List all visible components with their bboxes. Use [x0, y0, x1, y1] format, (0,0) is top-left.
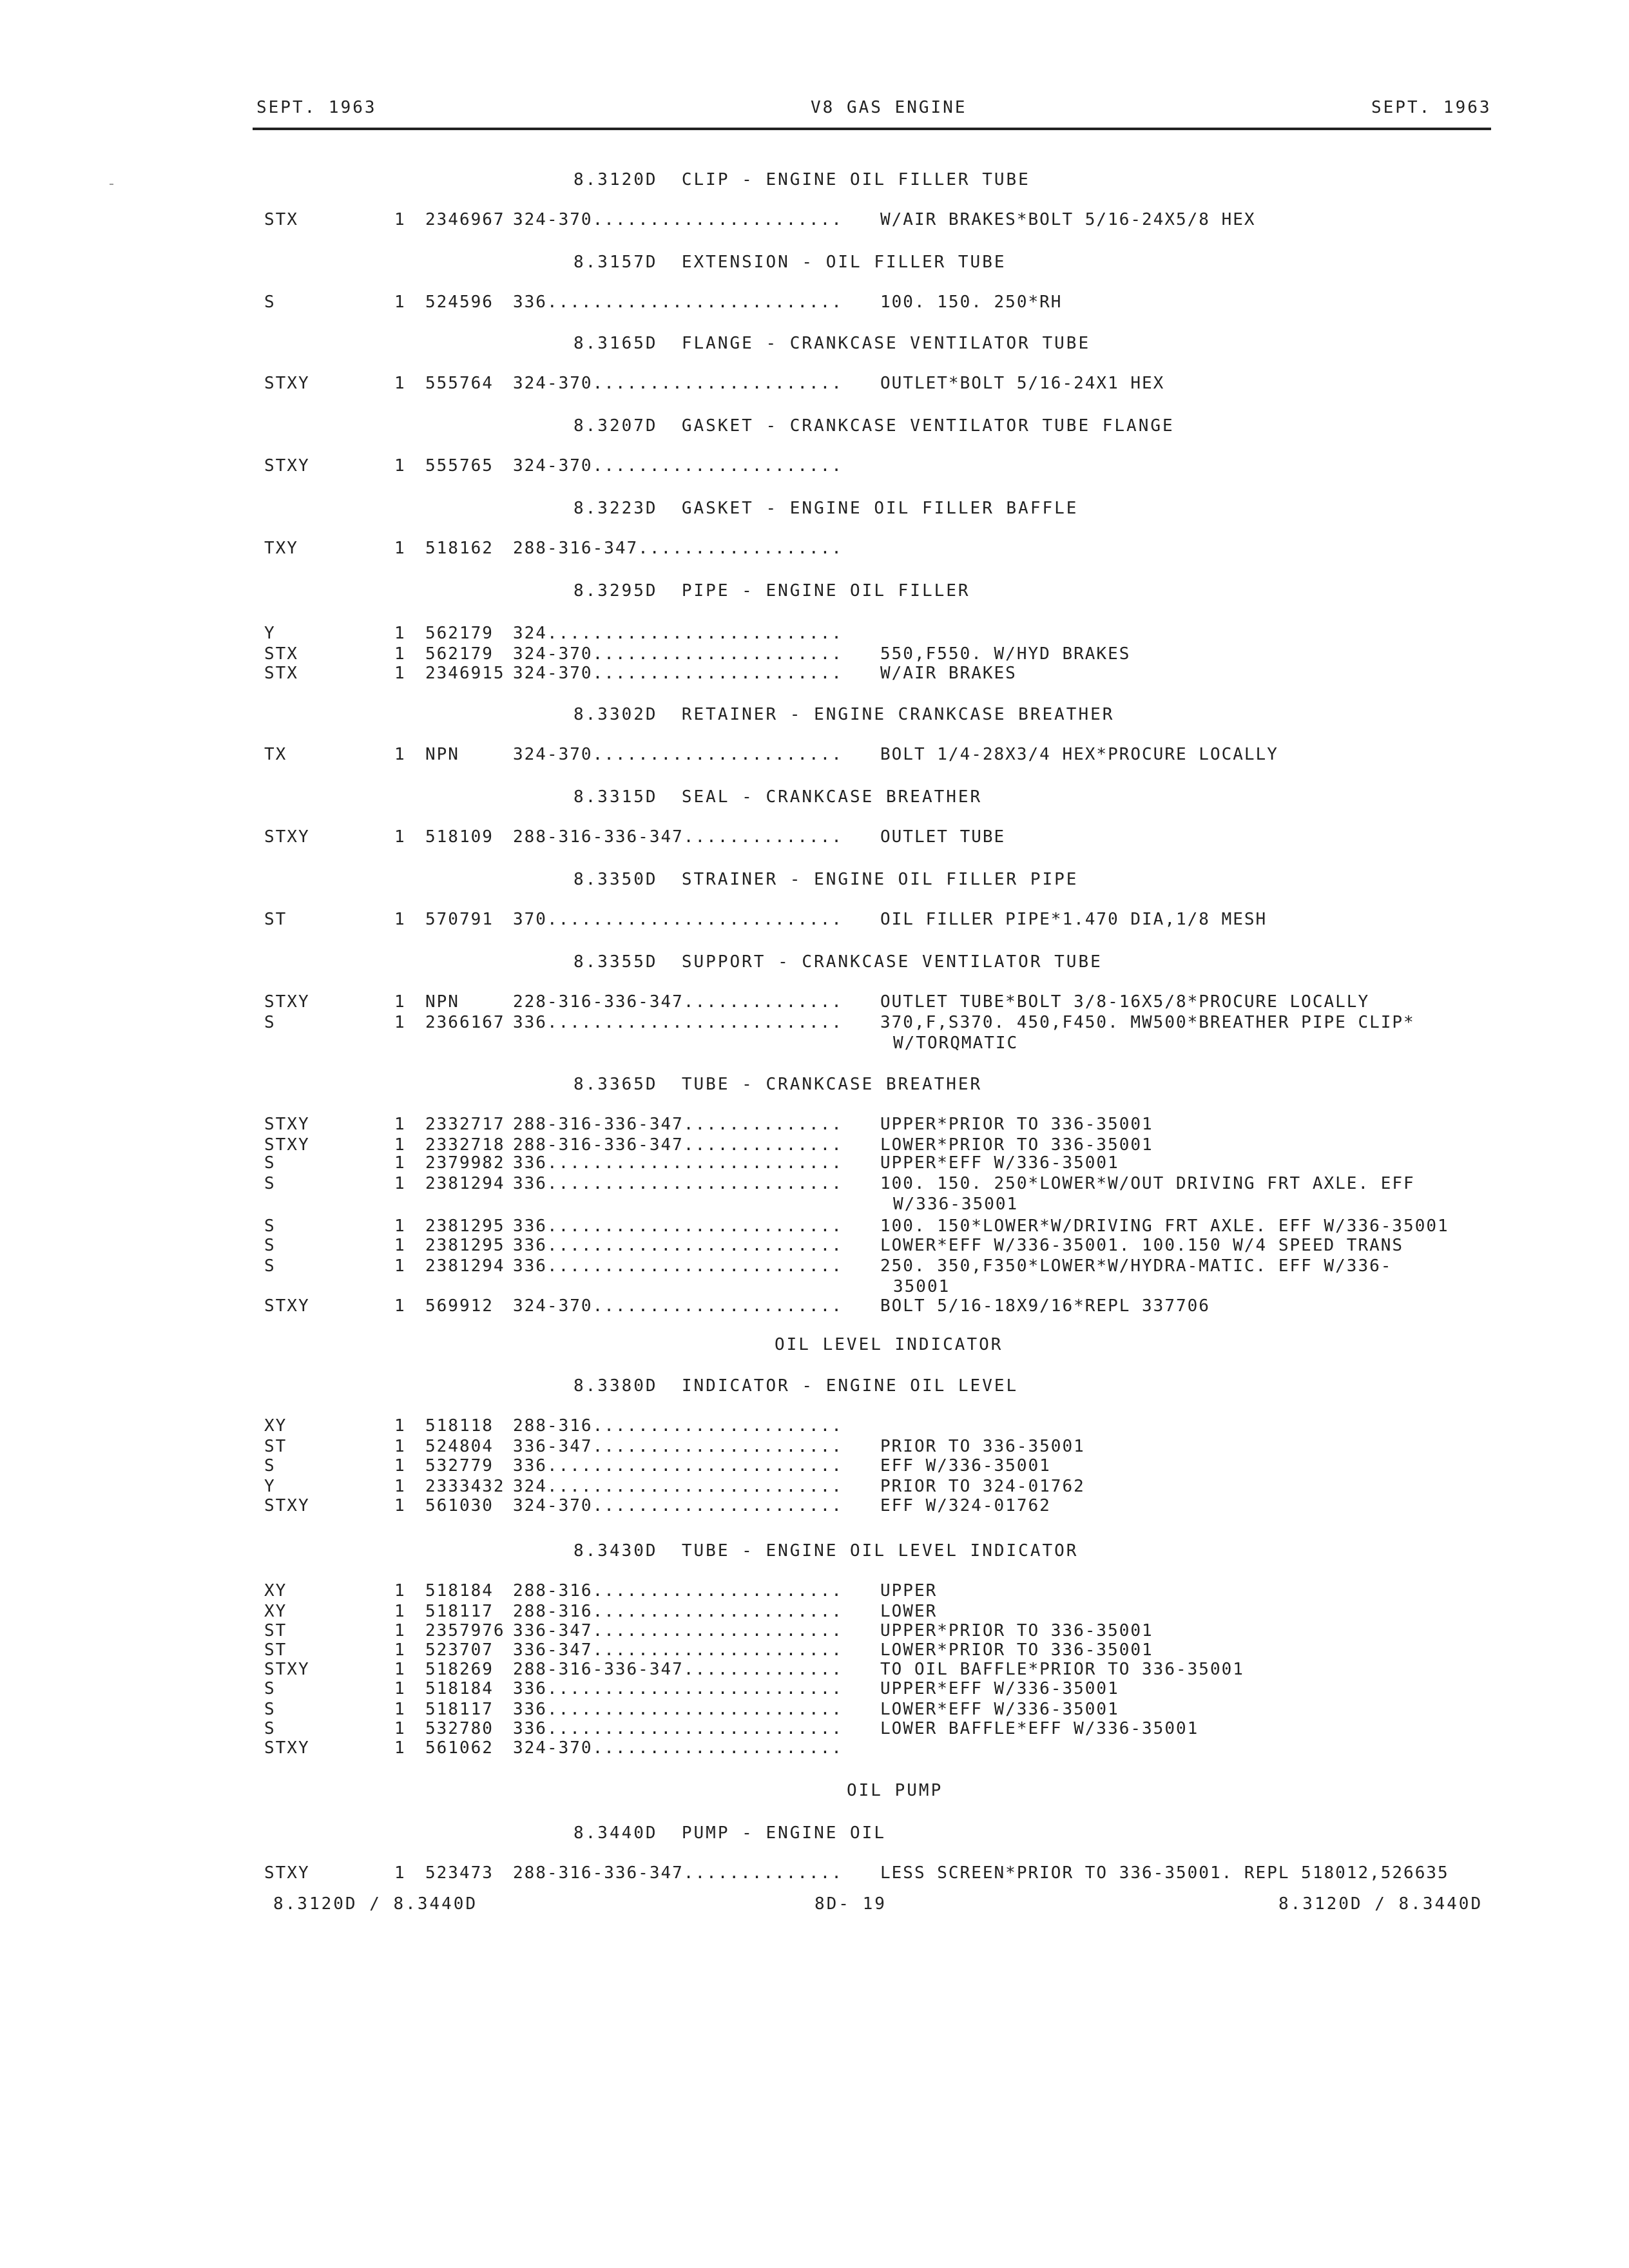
model-code: Y — [264, 1477, 276, 1496]
parts-row — [0, 644, 1629, 664]
application-models: 288-316...................... — [513, 1602, 843, 1621]
application-models: 336.......................... — [513, 1216, 843, 1236]
application-models: 336.......................... — [513, 1153, 843, 1173]
parts-row — [0, 745, 1629, 764]
section-title: 8.3365D TUBE - CRANKCASE BREATHER — [574, 1075, 983, 1094]
section-title: 8.3355D SUPPORT - CRANKCASE VENTILATOR TUBE — [574, 952, 1103, 972]
part-number: 532780 — [425, 1719, 494, 1738]
model-code: S — [264, 293, 276, 312]
part-number: 523473 — [425, 1863, 494, 1883]
quantity: 1 — [394, 827, 406, 847]
remarks-continuation: W/336-35001 — [893, 1195, 1019, 1214]
quantity: 1 — [394, 1863, 406, 1883]
parts-row — [0, 1135, 1629, 1155]
part-number: 518109 — [425, 827, 494, 847]
application-models: 288-316-336-347.............. — [513, 1660, 843, 1679]
remarks: UPPER*EFF W/336-35001 — [880, 1679, 1119, 1698]
application-models: 324-370...................... — [513, 1738, 843, 1758]
quantity: 1 — [394, 1621, 406, 1640]
remarks: PRIOR TO 324-01762 — [880, 1477, 1085, 1496]
quantity: 1 — [394, 1640, 406, 1660]
quantity: 1 — [394, 293, 406, 312]
remarks: OUTLET TUBE*BOLT 3/8-16X5/8*PROCURE LOCALLY — [880, 992, 1370, 1012]
part-number: 562179 — [425, 644, 494, 664]
model-code: STXY — [264, 992, 310, 1012]
model-code: STXY — [264, 1660, 310, 1679]
part-number: 524596 — [425, 293, 494, 312]
application-models: 336.......................... — [513, 1013, 843, 1032]
quantity: 1 — [394, 1660, 406, 1679]
application-models: 288-316...................... — [513, 1581, 843, 1600]
remarks: EFF W/336-35001 — [880, 1456, 1051, 1475]
application-models: 324-370...................... — [513, 456, 843, 476]
parts-row — [0, 1640, 1629, 1660]
quantity: 1 — [394, 1738, 406, 1758]
quantity: 1 — [394, 1496, 406, 1515]
model-code: XY — [264, 1602, 287, 1621]
model-code: S — [264, 1013, 276, 1032]
section-title: 8.3165D FLANGE - CRANKCASE VENTILATOR TUBE — [574, 334, 1091, 353]
remarks: LESS SCREEN*PRIOR TO 336-35001. REPL 518012,526635 — [880, 1863, 1449, 1883]
parts-row — [0, 374, 1629, 393]
model-code: STX — [264, 664, 298, 683]
model-code: Y — [264, 624, 276, 643]
part-number: 523707 — [425, 1640, 494, 1660]
remarks-continuation: 35001 — [893, 1277, 950, 1296]
model-code: ST — [264, 1437, 287, 1456]
header-date-left: SEPT. 1963 — [256, 98, 377, 117]
parts-row — [0, 1719, 1629, 1738]
application-models: 336.......................... — [513, 1174, 843, 1193]
remarks: UPPER*PRIOR TO 336-35001 — [880, 1621, 1153, 1640]
application-models: 336.......................... — [513, 1456, 843, 1475]
remarks: 100. 150*LOWER*W/DRIVING FRT AXLE. EFF W/336-35001 — [880, 1216, 1449, 1236]
part-number: 518118 — [425, 1416, 494, 1436]
model-code: STXY — [264, 827, 310, 847]
remarks: LOWER*PRIOR TO 336-35001 — [880, 1135, 1153, 1155]
model-code: S — [264, 1456, 276, 1475]
model-code: STXY — [264, 456, 310, 476]
model-code: STXY — [264, 374, 310, 393]
quantity: 1 — [394, 745, 406, 764]
application-models: 336.......................... — [513, 1719, 843, 1738]
group-heading: OIL LEVEL INDICATOR — [775, 1335, 1003, 1354]
application-models: 324-370...................... — [513, 745, 843, 764]
quantity: 1 — [394, 1296, 406, 1316]
part-number: NPN — [425, 992, 459, 1012]
part-number: NPN — [425, 745, 459, 764]
application-models: 288-316-336-347.............. — [513, 827, 843, 847]
quantity: 1 — [394, 1679, 406, 1698]
application-models: 324-370...................... — [513, 1496, 843, 1515]
part-number: 555764 — [425, 374, 494, 393]
parts-row — [0, 1216, 1629, 1236]
parts-row — [0, 1296, 1629, 1316]
application-models: 324-370...................... — [513, 644, 843, 664]
part-number: 2357976 — [425, 1621, 505, 1640]
part-number: 561030 — [425, 1496, 494, 1515]
part-number: 518162 — [425, 539, 494, 558]
application-models: 336.......................... — [513, 1256, 843, 1276]
model-code: ST — [264, 1640, 287, 1660]
application-models: 336.......................... — [513, 1679, 843, 1698]
quantity: 1 — [394, 1115, 406, 1134]
part-number: 569912 — [425, 1296, 494, 1316]
remarks: LOWER*EFF W/336-35001 — [880, 1700, 1119, 1719]
part-number: 2381295 — [425, 1216, 505, 1236]
part-number: 2381294 — [425, 1256, 505, 1276]
model-code: STXY — [264, 1135, 310, 1155]
quantity: 1 — [394, 1236, 406, 1255]
application-models: 288-316...................... — [513, 1416, 843, 1436]
remarks: LOWER*PRIOR TO 336-35001 — [880, 1640, 1153, 1660]
model-code: STX — [264, 210, 298, 229]
part-number: 2332717 — [425, 1115, 505, 1134]
parts-row — [0, 210, 1629, 229]
quantity: 1 — [394, 1719, 406, 1738]
application-models: 370.......................... — [513, 910, 843, 929]
remarks: LOWER*EFF W/336-35001. 100.150 W/4 SPEED TRANS — [880, 1236, 1404, 1255]
section-title: 8.3380D INDICATOR - ENGINE OIL LEVEL — [574, 1376, 1019, 1396]
model-code: STXY — [264, 1738, 310, 1758]
footer-range-right: 8.3120D / 8.3440D — [1278, 1894, 1483, 1914]
quantity: 1 — [394, 644, 406, 664]
model-code: S — [264, 1679, 276, 1698]
model-code: ST — [264, 910, 287, 929]
parts-row — [0, 1679, 1629, 1698]
model-code: TXY — [264, 539, 298, 558]
remarks: EFF W/324-01762 — [880, 1496, 1051, 1515]
remarks: BOLT 1/4-28X3/4 HEX*PROCURE LOCALLY — [880, 745, 1278, 764]
remarks: 550,F550. W/HYD BRAKES — [880, 644, 1131, 664]
parts-row — [0, 1115, 1629, 1134]
part-number: 2332718 — [425, 1135, 505, 1155]
remarks: PRIOR TO 336-35001 — [880, 1437, 1085, 1456]
application-models: 288-316-347.................. — [513, 539, 843, 558]
part-number: 555765 — [425, 456, 494, 476]
parts-row — [0, 910, 1629, 929]
quantity: 1 — [394, 539, 406, 558]
quantity: 1 — [394, 1216, 406, 1236]
header-title: V8 GAS ENGINE — [811, 98, 967, 117]
quantity: 1 — [394, 1581, 406, 1600]
remarks: OIL FILLER PIPE*1.470 DIA,1/8 MESH — [880, 910, 1268, 929]
part-number: 562179 — [425, 624, 494, 643]
remarks: W/AIR BRAKES*BOLT 5/16-24X5/8 HEX — [880, 210, 1256, 229]
quantity: 1 — [394, 1416, 406, 1436]
parts-row — [0, 1621, 1629, 1640]
remarks: 100. 150. 250*LOWER*W/OUT DRIVING FRT AXLE. EFF — [880, 1174, 1415, 1193]
parts-row — [0, 1496, 1629, 1515]
model-code: S — [264, 1153, 276, 1173]
remarks: 250. 350,F350*LOWER*W/HYDRA-MATIC. EFF W/336- — [880, 1256, 1393, 1276]
part-number: 518117 — [425, 1602, 494, 1621]
section-title: 8.3223D GASKET - ENGINE OIL FILLER BAFFLE — [574, 499, 1079, 518]
application-models: 336-347...................... — [513, 1640, 843, 1660]
model-code: STXY — [264, 1863, 310, 1883]
parts-row — [0, 664, 1629, 683]
parts-row — [0, 1437, 1629, 1456]
model-code: S — [264, 1174, 276, 1193]
quantity: 1 — [394, 1135, 406, 1155]
part-number: 2346915 — [425, 664, 505, 683]
part-number: 524804 — [425, 1437, 494, 1456]
remarks: 370,F,S370. 450,F450. MW500*BREATHER PIPE CLIP* — [880, 1013, 1415, 1032]
part-number: 2333432 — [425, 1477, 505, 1496]
parts-row — [0, 1660, 1629, 1679]
parts-row — [0, 1863, 1629, 1883]
quantity: 1 — [394, 992, 406, 1012]
group-heading: OIL PUMP — [847, 1781, 943, 1800]
model-code: S — [264, 1216, 276, 1236]
model-code: STXY — [264, 1496, 310, 1515]
part-number: 2379982 — [425, 1153, 505, 1173]
part-number: 518117 — [425, 1700, 494, 1719]
model-code: XY — [264, 1416, 287, 1436]
part-number: 561062 — [425, 1738, 494, 1758]
model-code: ST — [264, 1621, 287, 1640]
parts-row — [0, 1256, 1629, 1276]
remarks: 100. 150. 250*RH — [880, 293, 1063, 312]
application-models: 324-370...................... — [513, 1296, 843, 1316]
part-number: 518269 — [425, 1660, 494, 1679]
parts-row — [0, 1477, 1629, 1496]
parts-row — [0, 1581, 1629, 1600]
remarks: UPPER*PRIOR TO 336-35001 — [880, 1115, 1153, 1134]
quantity: 1 — [394, 624, 406, 643]
part-number: 2346967 — [425, 210, 505, 229]
header-date-right: SEPT. 1963 — [1371, 98, 1492, 117]
model-code: XY — [264, 1581, 287, 1600]
part-number: 2366167 — [425, 1013, 505, 1032]
parts-row — [0, 293, 1629, 312]
part-number: 518184 — [425, 1581, 494, 1600]
remarks: W/AIR BRAKES — [880, 664, 1017, 683]
parts-row — [0, 1416, 1629, 1436]
quantity: 1 — [394, 1602, 406, 1621]
parts-row — [0, 1013, 1629, 1032]
parts-row — [0, 456, 1629, 476]
section-title: 8.3120D CLIP - ENGINE OIL FILLER TUBE — [574, 170, 1030, 189]
application-models: 336.......................... — [513, 1700, 843, 1719]
application-models: 288-316-336-347.............. — [513, 1863, 843, 1883]
model-code: STXY — [264, 1296, 310, 1316]
section-title: 8.3302D RETAINER - ENGINE CRANKCASE BREATHER — [574, 705, 1115, 724]
application-models: 324-370...................... — [513, 374, 843, 393]
application-models: 336.......................... — [513, 1236, 843, 1255]
application-models: 336-347...................... — [513, 1621, 843, 1640]
remarks: OUTLET*BOLT 5/16-24X1 HEX — [880, 374, 1165, 393]
quantity: 1 — [394, 1477, 406, 1496]
parts-row — [0, 827, 1629, 847]
model-code: S — [264, 1236, 276, 1255]
remarks: TO OIL BAFFLE*PRIOR TO 336-35001 — [880, 1660, 1244, 1679]
remarks-continuation: W/TORQMATIC — [893, 1033, 1019, 1053]
section-title: 8.3157D EXTENSION - OIL FILLER TUBE — [574, 253, 1007, 272]
application-models: 336.......................... — [513, 293, 843, 312]
remarks: BOLT 5/16-18X9/16*REPL 337706 — [880, 1296, 1210, 1316]
model-code: S — [264, 1700, 276, 1719]
model-code: STXY — [264, 1115, 310, 1134]
application-models: 336-347...................... — [513, 1437, 843, 1456]
quantity: 1 — [394, 664, 406, 683]
model-code: TX — [264, 745, 287, 764]
quantity: 1 — [394, 210, 406, 229]
quantity: 1 — [394, 1256, 406, 1276]
part-number: 2381294 — [425, 1174, 505, 1193]
parts-row — [0, 1738, 1629, 1758]
parts-row — [0, 1700, 1629, 1719]
part-number: 2381295 — [425, 1236, 505, 1255]
application-models: 324.......................... — [513, 624, 843, 643]
footer-page-number: 8D- 19 — [815, 1894, 887, 1914]
application-models: 288-316-336-347.............. — [513, 1115, 843, 1134]
application-models: 228-316-336-347.............. — [513, 992, 843, 1012]
section-title: 8.3430D TUBE - ENGINE OIL LEVEL INDICATOR — [574, 1541, 1079, 1561]
application-models: 324-370...................... — [513, 210, 843, 229]
model-code: STX — [264, 644, 298, 664]
section-title: 8.3207D GASKET - CRANKCASE VENTILATOR TUBE FLANGE — [574, 416, 1175, 436]
remarks: UPPER*EFF W/336-35001 — [880, 1153, 1119, 1173]
quantity: 1 — [394, 374, 406, 393]
remarks: LOWER — [880, 1602, 938, 1621]
application-models: 288-316-336-347.............. — [513, 1135, 843, 1155]
model-code: S — [264, 1256, 276, 1276]
remarks: LOWER BAFFLE*EFF W/336-35001 — [880, 1719, 1199, 1738]
quantity: 1 — [394, 1153, 406, 1173]
quantity: 1 — [394, 1013, 406, 1032]
footer-range-left: 8.3120D / 8.3440D — [273, 1894, 478, 1914]
parts-row — [0, 1602, 1629, 1621]
parts-row — [0, 1456, 1629, 1475]
section-title: 8.3350D STRAINER - ENGINE OIL FILLER PIPE — [574, 870, 1079, 889]
parts-row — [0, 539, 1629, 558]
remarks: OUTLET TUBE — [880, 827, 1006, 847]
parts-row — [0, 1174, 1629, 1193]
quantity: 1 — [394, 456, 406, 476]
part-number: 532779 — [425, 1456, 494, 1475]
quantity: 1 — [394, 1437, 406, 1456]
quantity: 1 — [394, 1174, 406, 1193]
parts-row — [0, 1236, 1629, 1255]
section-title: 8.3440D PUMP - ENGINE OIL — [574, 1823, 886, 1843]
parts-row — [0, 992, 1629, 1012]
section-title: 8.3315D SEAL - CRANKCASE BREATHER — [574, 787, 983, 807]
section-title: 8.3295D PIPE - ENGINE OIL FILLER — [574, 581, 970, 601]
quantity: 1 — [394, 1456, 406, 1475]
quantity: 1 — [394, 1700, 406, 1719]
part-number: 570791 — [425, 910, 494, 929]
model-code: S — [264, 1719, 276, 1738]
parts-row — [0, 624, 1629, 643]
application-models: 324-370...................... — [513, 664, 843, 683]
parts-row — [0, 1153, 1629, 1173]
application-models: 324.......................... — [513, 1477, 843, 1496]
part-number: 518184 — [425, 1679, 494, 1698]
remarks: UPPER — [880, 1581, 938, 1600]
quantity: 1 — [394, 910, 406, 929]
